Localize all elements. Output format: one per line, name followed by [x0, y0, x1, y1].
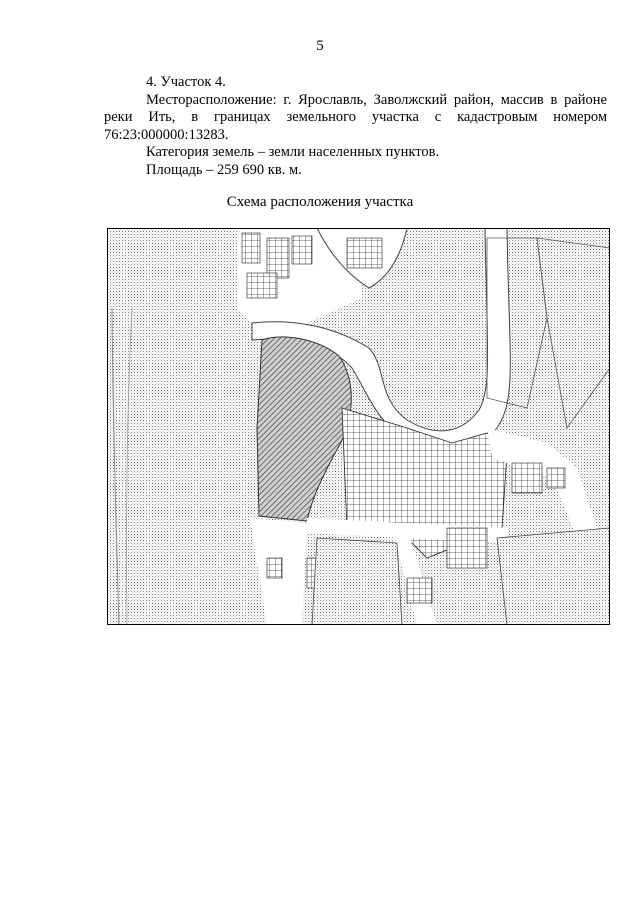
cadastral-map-image: [107, 228, 610, 625]
plot-heading: 4. Участок 4.: [146, 74, 226, 90]
map-title: Схема расположения участка: [226, 194, 414, 210]
plot-description: [104, 74, 607, 179]
page-number: 5: [316, 38, 324, 54]
plot-category: Категория земель – земли населенных пунктов.: [146, 144, 440, 160]
location-map: [107, 228, 610, 625]
plot-location: Месторасположение: г. Ярославль, Заволжский район, массив в районе реки Ить, в границах земельного участка с кадастровым номером 76:23:000000:13283.: [104, 91, 607, 143]
plot-area: Площадь – 259 690 кв. м.: [146, 161, 302, 178]
